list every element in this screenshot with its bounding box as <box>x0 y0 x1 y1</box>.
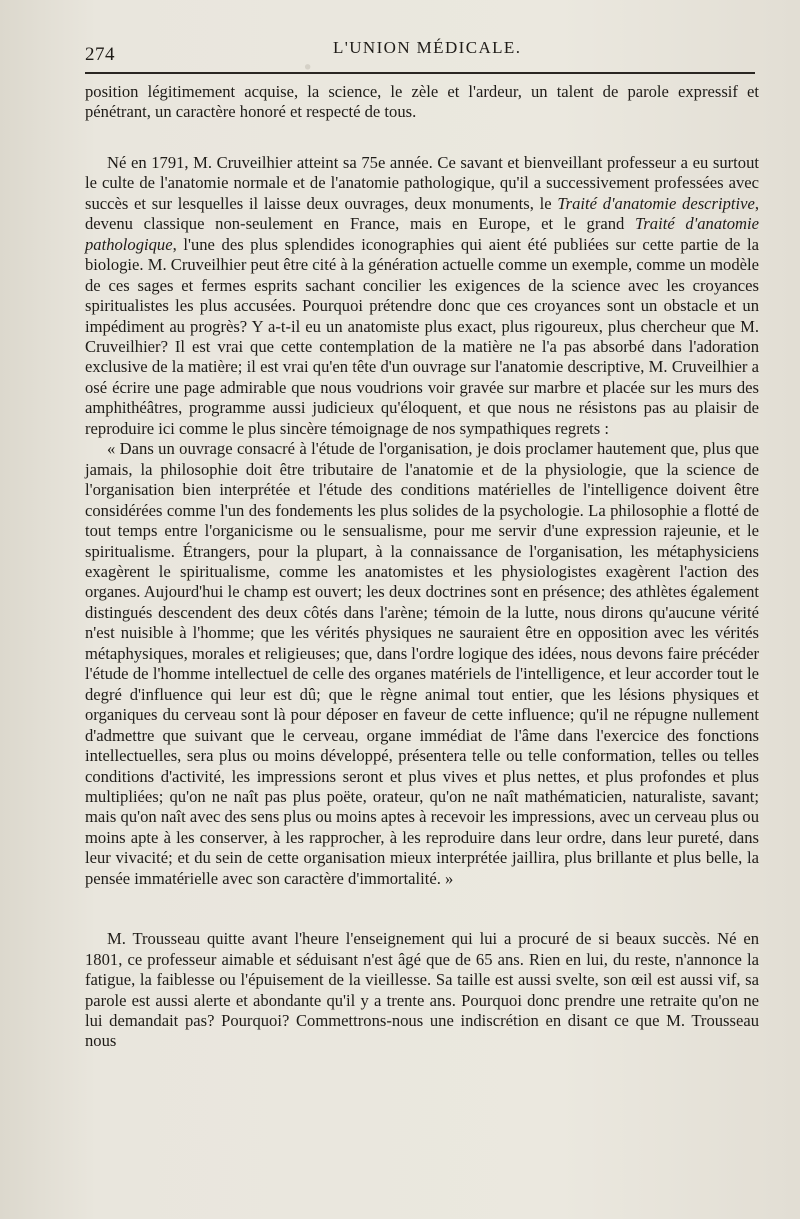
header-rule <box>85 72 755 74</box>
show-through: · <box>300 41 322 92</box>
running-head <box>85 38 760 66</box>
paragraph-trousseau: M. Trousseau quitte avant l'heure l'enseignement qui lui a procuré de si beaux succès. Né en 1801, ce professeur aimable et séduisant n'est âgé que de 65 ans. Rien en lui, du reste, n'annonce la fatigue, la faiblesse ou l'épuisement de la vieillesse. Sa taille est aussi svelte, son œil est aussi vif, sa parole est aussi alerte et abondante qu'il y a trente ans. Pourquoi donc prendre une retraite qu'on ne lui demandait pas? Pourquoi? Commettrons-nous une indiscrétion en disant ce que M. Trousseau nous <box>85 929 759 1051</box>
book-title: Traité d'anatomie pathologique <box>85 214 759 254</box>
paragraph-continuation: position légitimement acquise, la science, le zèle et l'ardeur, un talent de parole expressif et pénétrant, un caractère honoré et respecté de tous. <box>85 82 759 122</box>
book-title: Traité d'anatomie descriptive <box>557 193 755 213</box>
page-number: 274 <box>85 44 115 65</box>
article-body <box>85 82 759 1052</box>
journal-title: L'UNION MÉDICALE. <box>333 38 522 57</box>
paragraph-cruveilhier: Né en 1791, M. Cruveilhier atteint sa 75e année. Ce savant et bienveillant professeur a eu surtout le culte de l'anatomie normale et de l'anatomie pathologique, qu'il a successivement professées avec succès et sur lesquelles il laisse deux ouvrages, deux monuments, le Traité d'anatomie descriptive, devenu classique non-seulement en France, mais en Europe, et le grand Traité d'anatomie pathologique, l'une des plus splendides iconographies qui aient été publiées sur cette partie de la biologie. M. Cruveilhier peut être cité à la génération actuelle comme un exemple, comme un modèle de ces sages et fermes esprits sachant concilier les exigences de la science avec les croyances spiritualistes les plus accusées. Pourquoi prétendre donc que ces croyances sont un obstacle et un impédiment au progrès? Y a-t-il eu un anatomiste plus exact, plus rigoureux, plus chercheur que M. Cruveilhier? Il est vrai que cette contemplation de la matière ne l'a pas absorbé dans l'adoration exclusive de la matière; il est vrai qu'en tête d'un ouvrage sur l'anatomie descriptive, M. Cruveilhier a osé écrire une page admirable que nous voudrions voir gravée sur marbre et placée sur les murs des amphithéâtres, programme aussi judicieux qu'éloquent, et que nous ne résistons pas au plaisir de reproduire ici comme le plus sincère témoignage de nos sympathiques regrets : <box>85 152 759 438</box>
quotation-paragraph: « Dans un ouvrage consacré à l'étude de l'organisation, je dois proclamer hautement que, plus que jamais, la philosophie doit être tributaire de l'anatomie et de la physiologie, que la science de l'organisation bien interprétée et l'étude des conditions matérielles de l'intelligence doivent être considérées comme l'un des fondements les plus solides de la psychologie. La philosophie a flotté de tout temps entre l'organicisme ou le sensualisme, pour me servir d'une expression rajeunie, et le spiritualisme. Étrangers, pour la plupart, à la connaissance de l'organisation, les métaphysiciens exagèrent le spiritualisme, comme les anatomistes et les physiologistes exagèrent l'action des organes. Aujourd'hui le champ est ouvert; les deux doctrines sont en présence; des athlètes également distingués descendent des deux côtés dans l'arène; témoin de la lutte, nous dirons qu'aucune vérité n'est nuisible à l'homme; que les vérités physiques ne sauraient être en opposition avec les vérités métaphysiques, morales et religieuses; que, dans l'ordre logique des idées, nous devons faire précéder l'étude de l'homme intellectuel de celle des organes matériels de l'intelligence, et leur accorder tout le degré d'influence qui leur est dû; que le règne animal tout entier, que les lésions physiques et organiques du cerveau sont là pour déposer en faveur de cette influence; qu'il ne répugne nullement d'admettre que suivant que le cerveau, organe immédiat de l'âme dans l'exercice des fonctions intellectuelles, sera plus ou moins développé, présentera telle ou telle conformation, telles ou telles conditions d'activité, les impressions seront et plus vives et plus nettes, et plus profondes et plus multipliées; qu'on ne naît pas plus poëte, orateur, qu'on ne naît mathématicien, naturaliste, savant; mais qu'on naît avec des sens plus ou moins aptes à recevoir les impressions, avec un cerveau plus ou moins apte à les conserver, à les rapprocher, à les reproduire dans leur ordre, dans leur pureté, dans leur vivacité; et du sein de cette organisation mieux interprétée jaillira, plus brillante et plus belle, la pensée immatérielle avec son caractère d'immortalité. » <box>85 439 759 888</box>
